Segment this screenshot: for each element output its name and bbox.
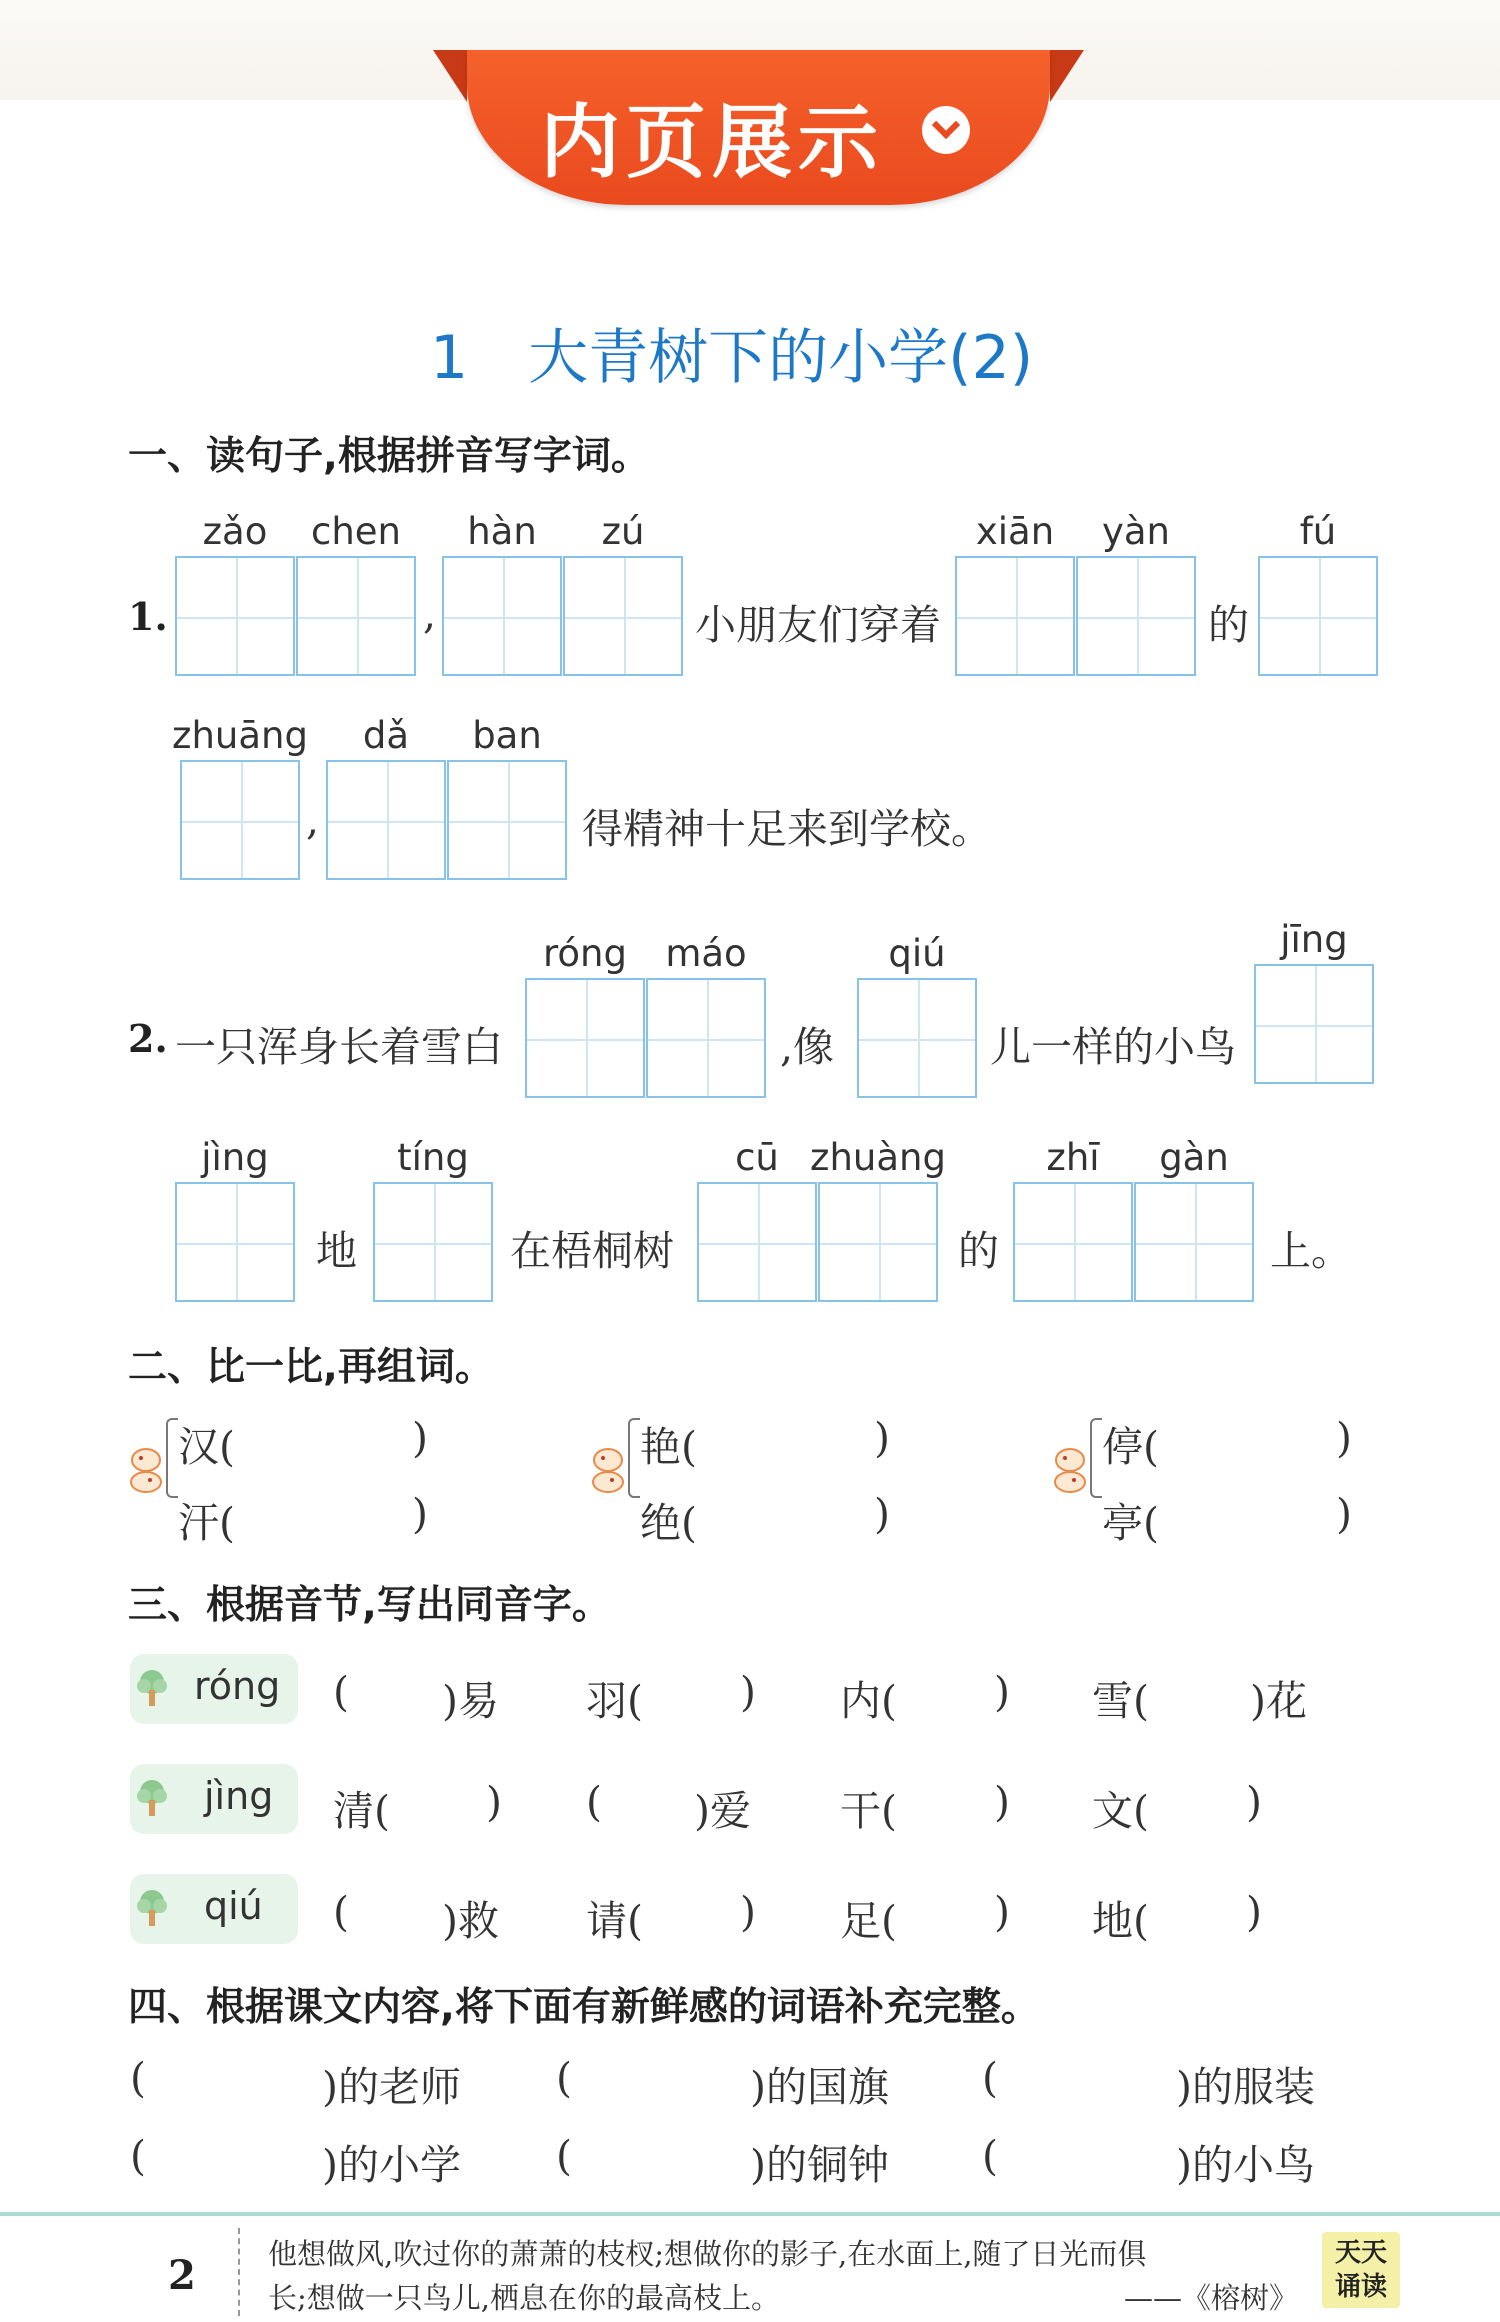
answer-cell[interactable]: [1013, 1182, 1133, 1302]
pinyin: jīng: [1280, 918, 1348, 961]
paren-close: ): [874, 1414, 890, 1462]
lesson-number: 1: [430, 323, 469, 393]
brace: [628, 1418, 640, 1498]
syllable: jìng: [204, 1774, 274, 1818]
chevron-down-icon[interactable]: [922, 106, 970, 154]
compare-char: 绝(: [640, 1499, 697, 1547]
pinyin: zhuàng: [810, 1136, 946, 1179]
daily-reading-badge: [1322, 2232, 1400, 2308]
answer-cell[interactable]: [1076, 556, 1196, 676]
lesson-title: [430, 310, 1033, 396]
paren-close: ): [412, 1490, 428, 1538]
answer-cell[interactable]: [180, 760, 300, 880]
section-4-heading: 四、根据课文内容,将下面有新鲜感的词语补充完整。: [128, 1985, 1040, 2030]
banner-fold-left: [433, 50, 467, 102]
sentence-text: 上。: [1270, 1227, 1352, 1275]
snail-icon: [590, 1446, 626, 1494]
homophone-item: )救: [442, 1897, 499, 1945]
answer-cell[interactable]: [1254, 964, 1374, 1084]
homophone-item: ): [740, 1668, 756, 1716]
pinyin: gàn: [1159, 1136, 1229, 1179]
homophone-item: 清(: [333, 1787, 390, 1835]
pinyin: róng: [543, 932, 627, 975]
homophone-item: 内(: [840, 1677, 897, 1725]
homophone-item: 干(: [840, 1787, 897, 1835]
answer-cell[interactable]: [697, 1182, 817, 1302]
paren-open: (: [982, 2054, 998, 2102]
pinyin: zǎo: [202, 510, 268, 553]
pinyin: hàn: [467, 510, 537, 553]
pinyin: chen: [310, 510, 401, 553]
pinyin: máo: [665, 932, 747, 975]
homophone-item: ): [994, 1778, 1010, 1826]
pinyin: yàn: [1101, 510, 1171, 553]
fill-phrase: )的小鸟: [1176, 2141, 1315, 2189]
paren-open: (: [556, 2054, 572, 2102]
fill-phrase: )的服装: [1176, 2063, 1315, 2111]
lesson-title-text: 大青树下的小学(2): [528, 323, 1034, 393]
answer-cell[interactable]: [296, 556, 416, 676]
homophone-item: 地(: [1092, 1897, 1149, 1945]
homophone-item: )爱: [694, 1787, 751, 1835]
brace: [166, 1418, 178, 1498]
homophone-item: )易: [442, 1677, 499, 1725]
pinyin: zhī: [1046, 1136, 1100, 1179]
sentence-text: 小朋友们穿着: [695, 601, 941, 649]
homophone-item: ): [1246, 1778, 1262, 1826]
paren-open: (: [982, 2132, 998, 2180]
answer-cell[interactable]: [326, 760, 446, 880]
homophone-item: 请(: [586, 1897, 643, 1945]
answer-cell[interactable]: [1134, 1182, 1254, 1302]
pinyin: xiān: [975, 510, 1055, 553]
pinyin: jìng: [201, 1136, 269, 1179]
answer-cell[interactable]: [447, 760, 567, 880]
pinyin: zú: [601, 510, 645, 553]
paren-close: ): [874, 1490, 890, 1538]
syllable: róng: [194, 1664, 281, 1708]
pinyin: zhuāng: [172, 714, 308, 757]
homophone-item: 足(: [840, 1897, 897, 1945]
sentence-text: 的: [958, 1227, 999, 1275]
homophone-item: ): [994, 1668, 1010, 1716]
compare-char: 停(: [1102, 1423, 1159, 1471]
homophone-item: 羽(: [586, 1677, 643, 1725]
homophone-item: (: [586, 1778, 602, 1826]
sentence-text: 的: [1208, 601, 1249, 649]
homophone-item: ): [1246, 1888, 1262, 1936]
homophone-item: ): [740, 1888, 756, 1936]
sentence-text: 地: [316, 1227, 357, 1275]
pinyin: qiú: [888, 932, 946, 975]
homophone-item: ): [486, 1778, 502, 1826]
homophone-item: (: [333, 1668, 349, 1716]
pinyin: tíng: [397, 1136, 469, 1179]
answer-cell[interactable]: [373, 1182, 493, 1302]
homophone-item: (: [333, 1888, 349, 1936]
answer-cell[interactable]: [1258, 556, 1378, 676]
answer-cell[interactable]: [563, 556, 683, 676]
sentence-text: 儿一样的小鸟: [990, 1023, 1236, 1071]
comma: ,: [423, 590, 437, 638]
fill-phrase: )的铜钟: [750, 2141, 889, 2189]
sentence-text: 得精神十足来到学校。: [582, 805, 992, 853]
homophone-item: 雪(: [1092, 1677, 1149, 1725]
page-number: 2: [168, 2252, 196, 2299]
answer-cell[interactable]: [175, 556, 295, 676]
sentence-text: 在梧桐树: [510, 1227, 674, 1275]
syllable: qiú: [204, 1884, 263, 1928]
homophone-item: 文(: [1092, 1787, 1149, 1835]
pinyin: fú: [1299, 510, 1337, 553]
paren-close: ): [1336, 1414, 1352, 1462]
brace: [1090, 1418, 1102, 1498]
compare-char: 汉(: [178, 1423, 235, 1471]
fill-phrase: )的老师: [322, 2063, 461, 2111]
fill-phrase: )的国旗: [750, 2063, 889, 2111]
paren-open: (: [130, 2132, 146, 2180]
sentence-text: ,像: [780, 1023, 835, 1071]
pinyin: cū: [735, 1136, 779, 1179]
badge-line-1: 天天: [1334, 2238, 1387, 2268]
paren-close: ): [1336, 1490, 1352, 1538]
badge-line-2: 诵读: [1334, 2272, 1387, 2302]
section-2-heading: 二、比一比,再组词。: [128, 1345, 494, 1390]
pinyin: dǎ: [362, 714, 410, 757]
tree-icon: [134, 1668, 170, 1708]
snail-icon: [128, 1446, 164, 1494]
pinyin: ban: [472, 714, 542, 757]
answer-cell[interactable]: [442, 556, 562, 676]
footer-quote-line-1: 他想做风,吹过你的萧萧的枝杈;想做你的影子,在水面上,随了日光而俱: [268, 2237, 1147, 2271]
tree-icon: [134, 1778, 170, 1818]
homophone-item: )花: [1250, 1677, 1307, 1725]
compare-char: 亭(: [1102, 1499, 1159, 1547]
answer-cell[interactable]: [525, 978, 645, 1098]
compare-char: 汗(: [178, 1499, 235, 1547]
banner-title: 内页展示: [540, 96, 884, 189]
tree-icon: [134, 1888, 170, 1928]
footer-quote-line-2: 长;想做一只鸟儿,栖息在你的最高枝上。: [268, 2281, 780, 2315]
footer-rule: [0, 2212, 1500, 2216]
answer-cell[interactable]: [175, 1182, 295, 1302]
banner-fold-right: [1050, 50, 1084, 102]
question-2-number: 2.: [128, 1016, 168, 1061]
section-3-heading: 三、根据音节,写出同音字。: [128, 1583, 611, 1628]
footer-source: ——《榕树》: [1124, 2281, 1299, 2315]
answer-cell[interactable]: [646, 978, 766, 1098]
homophone-item: ): [994, 1888, 1010, 1936]
comma: ,: [306, 796, 320, 844]
paren-open: (: [130, 2054, 146, 2102]
section-1-heading: 一、读句子,根据拼音写字词。: [128, 434, 650, 479]
sentence-text: 一只浑身长着雪白: [175, 1023, 503, 1071]
fill-phrase: )的小学: [322, 2141, 461, 2189]
answer-cell[interactable]: [818, 1182, 938, 1302]
snail-icon: [1052, 1446, 1088, 1494]
compare-char: 艳(: [640, 1423, 697, 1471]
footer-divider: [238, 2228, 240, 2316]
question-1-number: 1.: [128, 594, 168, 639]
paren-open: (: [556, 2132, 572, 2180]
answer-cell[interactable]: [857, 978, 977, 1098]
paren-close: ): [412, 1414, 428, 1462]
answer-cell[interactable]: [955, 556, 1075, 676]
